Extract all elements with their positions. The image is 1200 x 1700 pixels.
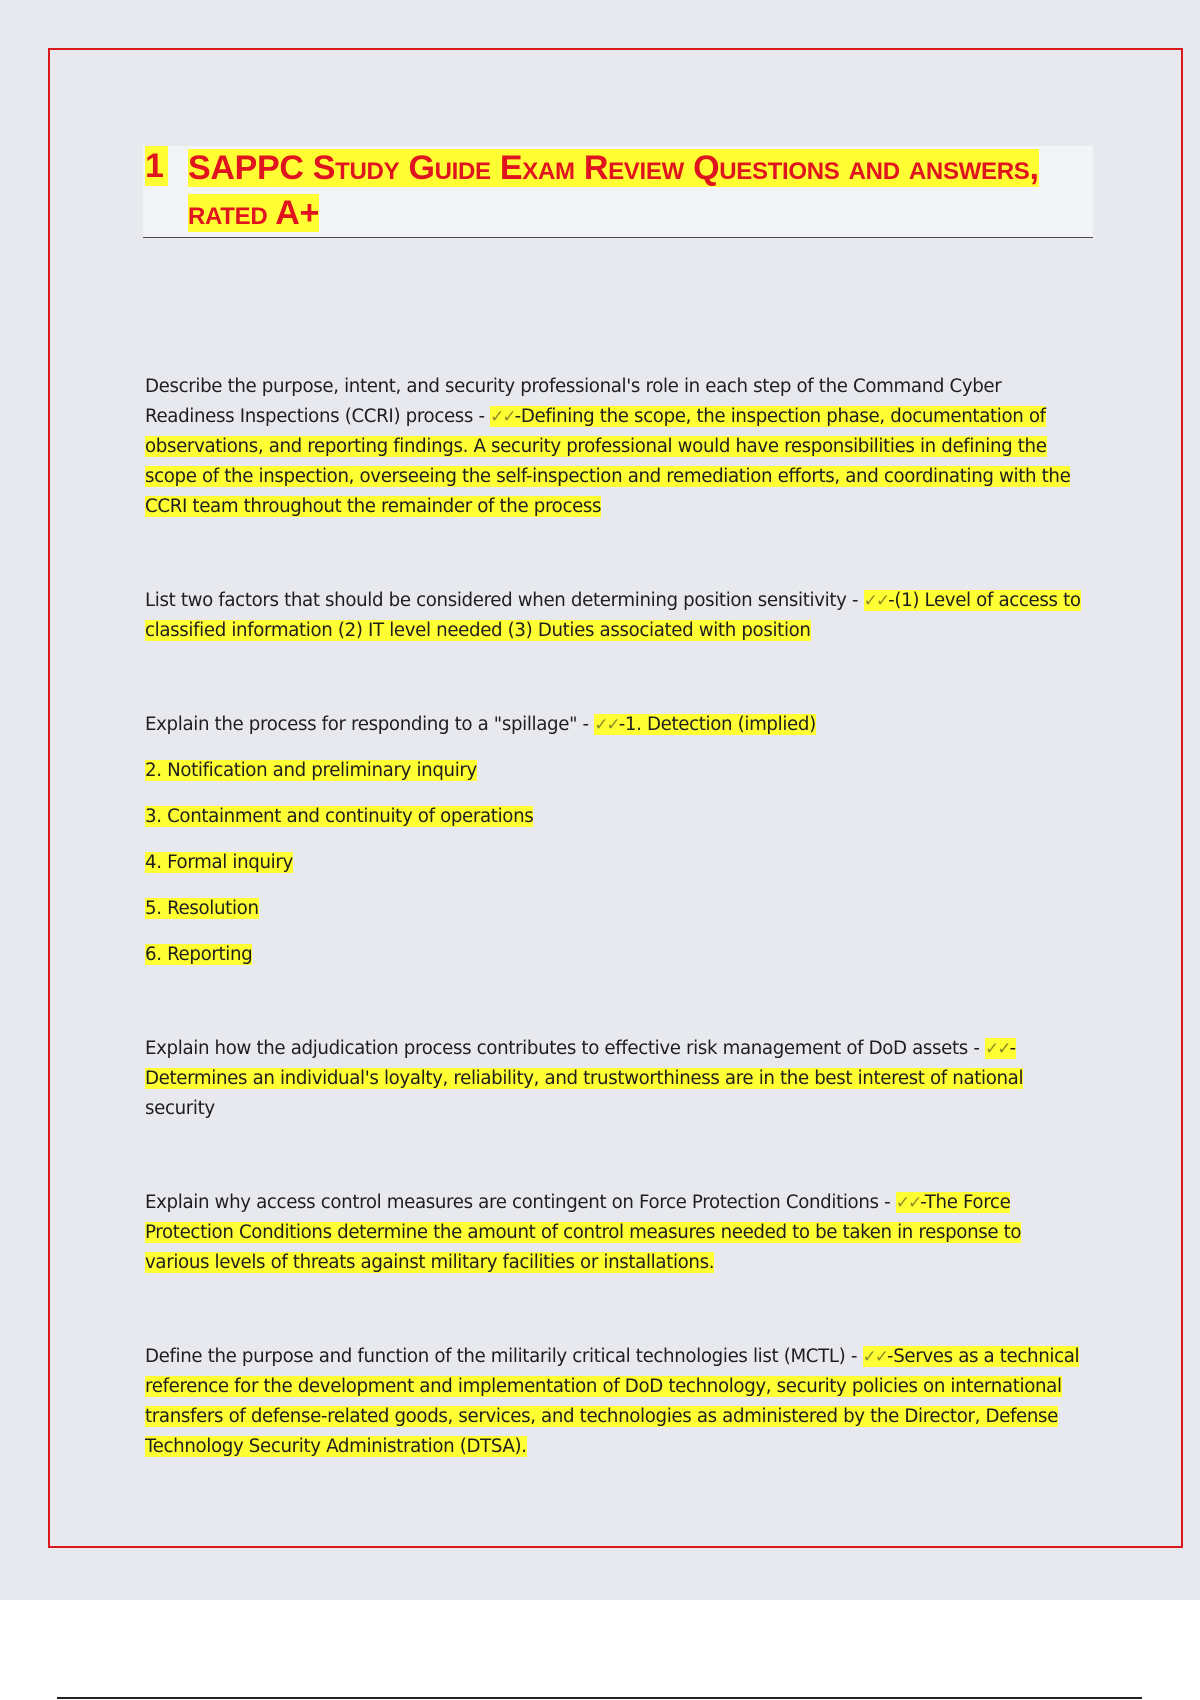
- double-check-icon: ✓✓: [490, 407, 515, 427]
- list-item: 3. Containment and continuity of operations: [145, 806, 534, 827]
- question-text: List two factors that should be considered when determining position sensitivity -: [145, 590, 864, 611]
- answer-text: ✓✓-Determines an individual's loyalty, reliability, and trustworthiness are in the best interest of national: [145, 1038, 1024, 1089]
- qa-list: [145, 372, 1090, 1526]
- page-title-text: SAPPC Study Guide Exam Review Questions and answers, rated A+: [188, 149, 1039, 232]
- answer-text: ✓✓-The Force Protection Conditions determine the amount of control measures needed to be taken in response to various levels of threats against military facilities or installations.: [145, 1192, 1022, 1273]
- qa-item-position-sensitivity: [145, 586, 1090, 646]
- question-text: Explain the process for responding to a "spillage" -: [145, 714, 595, 735]
- double-check-icon: ✓✓: [594, 715, 619, 735]
- heading-block: [143, 146, 1093, 238]
- qa-item-spillage: [145, 710, 1090, 970]
- qa-item-mctl: [145, 1342, 1090, 1462]
- double-check-icon: ✓✓: [863, 591, 889, 611]
- answer-tail-text: security: [145, 1098, 215, 1119]
- question-text: Define the purpose and function of the militarily critical technologies list (MCTL) -: [145, 1346, 863, 1367]
- double-check-icon: ✓✓: [985, 1039, 1010, 1059]
- question-text: Describe the purpose, intent, and security professional's role in each step of the Command Cyber Readiness Inspections (CCRI) process -: [145, 376, 1002, 427]
- qa-item-force-protection: [145, 1188, 1090, 1278]
- double-check-icon: ✓✓: [895, 1193, 921, 1213]
- list-item: 6. Reporting: [145, 944, 253, 965]
- list-item: 4. Formal inquiry: [145, 852, 293, 873]
- footer-divider: [57, 1697, 1142, 1699]
- answer-text: ✓✓-(1) Level of access to classified information (2) IT level needed (3) Duties associated with position: [145, 590, 1081, 641]
- page-title: [188, 146, 1068, 236]
- question-text: Explain how the adjudication process contributes to effective risk management of DoD assets -: [145, 1038, 985, 1059]
- answer-text: ✓✓-Serves as a technical reference for the development and implementation of DoD technology, security policies on international transfers of defense-related goods, services, and technologies as administered by the Director, Defense Technology Security Administration (DTSA).: [145, 1346, 1080, 1457]
- answer-text: ✓✓-Defining the scope, the inspection phase, documentation of observations, and reporting findings. A security professional would have responsibilities in defining the scope of the inspection, overseeing the self-inspection and remediation efforts, and coordinating with the CCRI team throughout the remainder of the process: [145, 406, 1071, 517]
- double-check-icon: ✓✓: [862, 1347, 888, 1367]
- qa-item-adjudication: [145, 1034, 1090, 1124]
- list-item: 2. Notification and preliminary inquiry: [145, 760, 477, 781]
- question-text: Explain why access control measures are contingent on Force Protection Conditions -: [145, 1192, 896, 1213]
- list-item: 5. Resolution: [145, 898, 259, 919]
- qa-item-ccri: [145, 372, 1090, 522]
- heading-number: 1: [145, 146, 168, 186]
- answer-text: ✓✓-1. Detection (implied): [594, 714, 816, 735]
